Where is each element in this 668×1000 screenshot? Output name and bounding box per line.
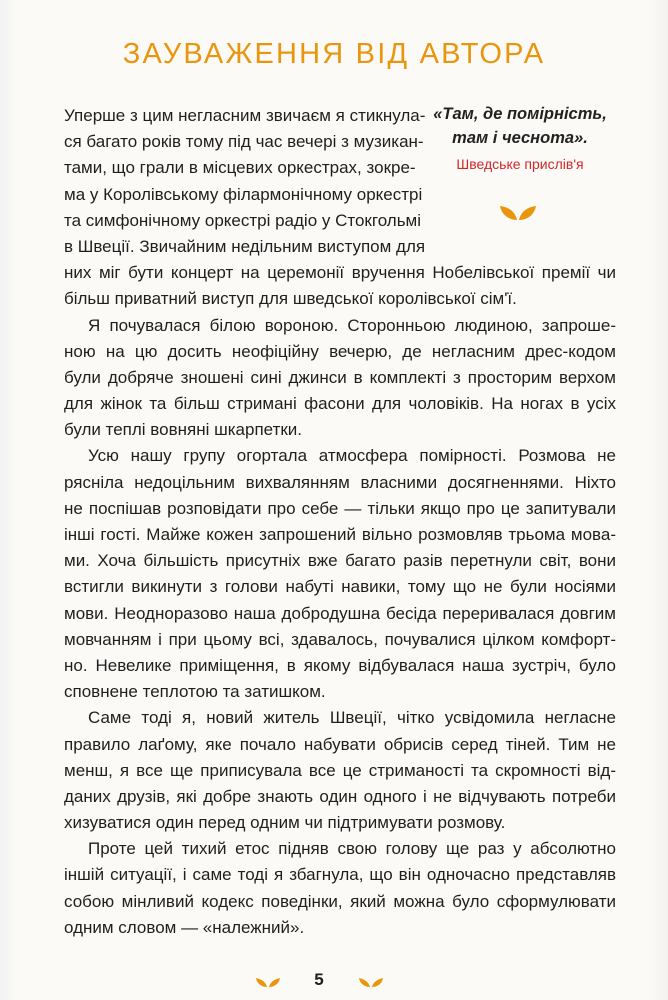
text-line: собою мінливий кодекс поведінки, який можна було сформулювати — [64, 891, 616, 911]
text-line: більш приватний виступ для шведської королівської сім'ї. — [64, 289, 517, 309]
text-line: та симфонічному оркестрі радіо у Стокгольмі — [64, 210, 422, 230]
text-line: рясніла недоцільним вихвалянням власними досягненнями. Ніхто — [64, 472, 616, 492]
text-line: даних друзів, які добре знають один одного і не відчувають потреби — [64, 786, 616, 806]
text-line: були добряче зношені сині джинси в комплекті з просторим верхом — [64, 367, 616, 387]
text-line: для жінок та більш стримані фасони для чоловіків. На ногах в усіх — [64, 394, 616, 414]
epigraph-source: Шведське прислів'я — [456, 156, 584, 172]
leaf-ornament-icon — [255, 975, 281, 989]
text-line: но. Невелике приміщення, в якому відбувалася наша зустріч, було — [64, 655, 616, 675]
epigraph-quote-line: там і чеснота». — [452, 129, 588, 147]
leaf-ornament-icon — [358, 975, 384, 989]
body-text — [64, 103, 616, 941]
text-line: Уперше з цим негласним звичаєм я стикнула- — [64, 106, 426, 125]
text-line: були теплі вовняні шкарпетки. — [64, 420, 303, 440]
text-line: в Швеції. Звичайним недільним виступом для — [64, 236, 426, 256]
text-line: правило лаґому, яке почало набувати обрисів серед тіней. Тим не — [64, 734, 616, 754]
text-line: Усю нашу групу огортала атмосфера помірності. Розмова не — [88, 446, 616, 466]
text-line: них міг бути концерт на церемонії вручення Нобелівської премії чи — [64, 263, 616, 283]
text-line: Саме тоді я, новий житель Швеції, чітко усвідомила негласне — [88, 708, 616, 728]
text-line: інші гості. Майже кожен запрошений вільно розмовляв трьома мова- — [64, 525, 616, 544]
text-line: тами, що грали в місцевих оркестрах, зокре- — [64, 158, 416, 178]
text-line: ми. Хоча більшість присутніх вже багато разів перетнули світ, вони — [64, 551, 616, 571]
text-line: Проте цей тихий етос підняв свою голову ще раз у абсолютно — [88, 839, 616, 859]
text-line: одним словом — «належний». — [64, 917, 305, 937]
text-line: встигли викинути з голови набуті навики, тому що не були носіями — [64, 577, 616, 597]
text-line: ною на цю досить неофіційну вечерю, де негласним дрес-кодом — [64, 341, 616, 361]
page-footer — [0, 970, 668, 1000]
text-line: Я почувалася білою вороною. Сторонньою людиною, запроше- — [88, 315, 616, 335]
text-line: менш, я все ще приписувала все це стриманості та скромності від- — [64, 760, 616, 780]
text-line: ся багато років тому під час вечері з музикан- — [64, 132, 424, 152]
text-line: сповнене теплотою та затишком. — [64, 682, 326, 702]
text-line: іншій ситуації, і саме тоді я збагнула, що він одночасно представляв — [64, 865, 616, 885]
epigraph-quote-line: «Там, де помірність, — [433, 105, 607, 123]
chapter-title: ЗАУВАЖЕННЯ ВІД АВТОРА — [122, 38, 546, 70]
text-line: хизуватися один перед одним чи підтримувати розмову. — [64, 813, 506, 833]
text-line: мовчанням і при цьому всі, здавалось, почувалися цілком комфорт- — [64, 629, 616, 649]
page-number: 5 — [314, 970, 324, 989]
text-line: мови. Неодноразово наша добродушна бесіда переривалася довгим — [64, 603, 616, 623]
text-line: ма у Королівському філармонічному оркестрі — [64, 184, 423, 204]
text-line: не поспішав розповідати про себе — тільки якщо про це запитували — [64, 498, 616, 518]
